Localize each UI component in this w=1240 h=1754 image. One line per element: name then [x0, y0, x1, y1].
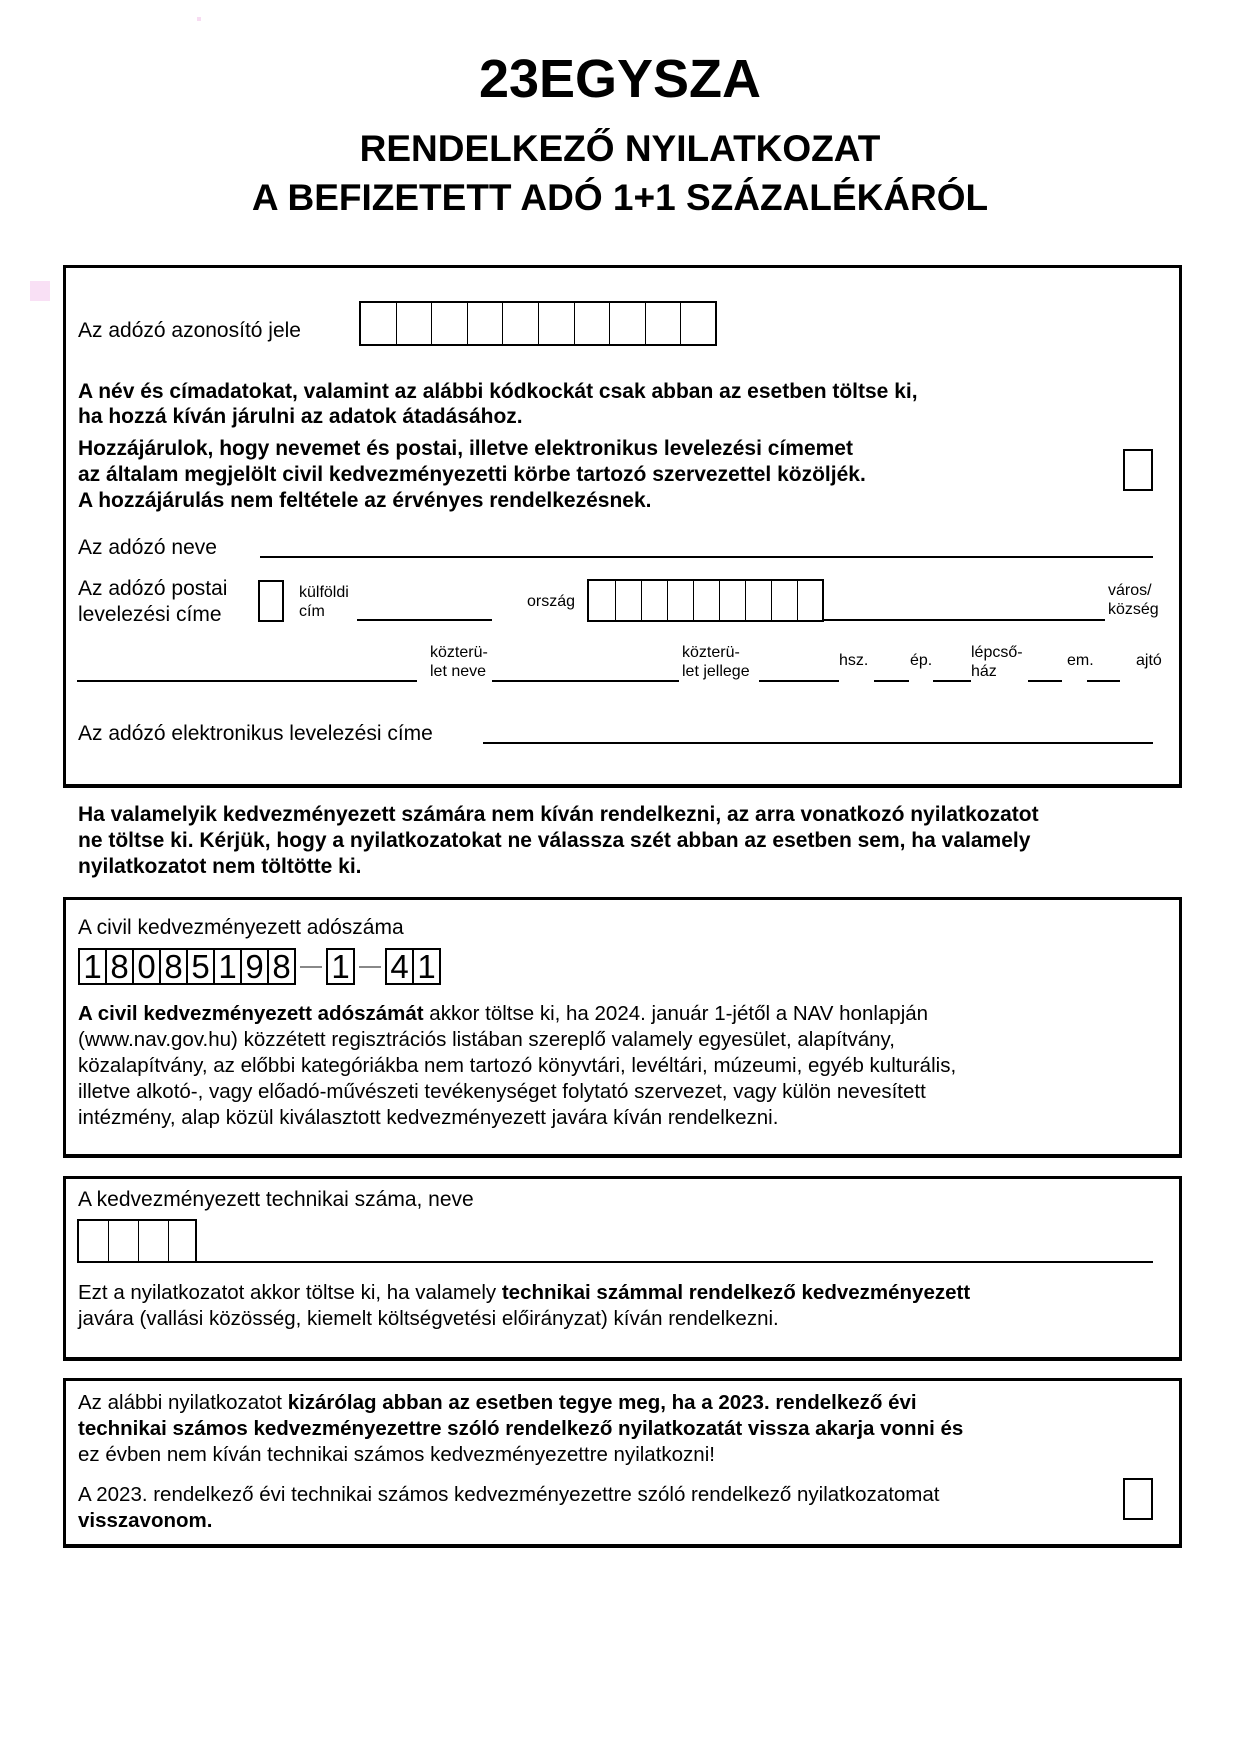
staircase-input[interactable] — [1028, 680, 1062, 682]
form-code: 23EGYSZA — [478, 49, 762, 109]
street-type-input[interactable] — [759, 680, 839, 682]
form-title-line1: RENDELKEZŐ NYILATKOZAT — [359, 128, 881, 169]
email-label: Az adózó elektronikus levelezési címe — [78, 722, 433, 745]
email-input[interactable] — [483, 742, 1153, 744]
civil-tax-number-label: A civil kedvezményezett adószáma — [78, 916, 404, 939]
street-name-label-line1: közterü- — [430, 644, 488, 661]
digit-cell: 1 — [78, 948, 107, 985]
separator-dash — [359, 966, 381, 968]
city-label-line1: város/ — [1108, 582, 1152, 599]
street-type-label-line1: közterü- — [682, 644, 740, 661]
notice-line3: nyilatkozatot nem töltötte ki. — [78, 855, 362, 878]
foreign-label-line1: külföldi — [299, 584, 349, 601]
digit-cell: 8 — [159, 948, 188, 985]
consent-intro-line1: A név és címadatokat, valamint az alábbi kódkockát csak abban az esetben töltse ki, — [78, 380, 918, 403]
civil-description-line4: illetve alkotó-, vagy előadó-művészeti tevékenységet folytató szervezet, vagy külön nevesített — [78, 1080, 926, 1103]
street-type-label-line2: let jellege — [682, 663, 750, 680]
digit-cell: 9 — [240, 948, 269, 985]
consent-text-line2: az általam megjelölt civil kedvezményezetti körbe tartozó szervezettel közöljék. — [78, 463, 866, 486]
digit-cell: 5 — [186, 948, 215, 985]
revoke-statement-line1: A 2023. rendelkező évi technikai számos kedvezményezettre szóló rendelkező nyilatkozatomat — [78, 1483, 940, 1506]
revoke-intro-line2: technikai számos kedvezményezettre szóló rendelkező nyilatkozatát vissza akarja vonni és — [78, 1417, 964, 1440]
name-label: Az adózó neve — [78, 536, 217, 559]
foreign-label-line2: cím — [299, 603, 325, 620]
technical-description-line1 — [78, 1280, 970, 1306]
beneficiary-name-input[interactable] — [197, 1261, 1153, 1263]
technical-description-part1: Ezt a nyilatkozatot akkor töltse ki, ha valamely — [78, 1281, 502, 1304]
digit-cell: 0 — [132, 948, 161, 985]
house-number-input[interactable] — [874, 680, 909, 682]
digit-cell: 8 — [105, 948, 134, 985]
city-label-line2: község — [1108, 601, 1159, 618]
scan-mark-square — [30, 281, 50, 301]
separator-dash — [300, 966, 322, 968]
civil-description-line5: intézmény, alap közül kiválasztott kedvezményezett javára kíván rendelkezni. — [78, 1106, 779, 1129]
house-number-label: hsz. — [839, 652, 869, 669]
digit-cell: 8 — [267, 948, 296, 985]
revoke-intro-bold: kizárólag abban az esetben tegye meg, ha a 2023. rendelkező évi — [287, 1391, 917, 1414]
foreign-address-checkbox[interactable] — [258, 580, 284, 622]
city-input[interactable] — [824, 619, 1105, 621]
digit-cell: 1 — [213, 948, 242, 985]
digit-cell: 4 — [385, 948, 414, 985]
postal-code-input[interactable] — [587, 579, 824, 622]
notice-line2: ne töltse ki. Kérjük, hogy a nyilatkozatokat ne válassza szét abban az esetben sem, ha valamely — [78, 829, 1031, 852]
floor-input[interactable] — [1087, 680, 1120, 682]
civil-tax-number-input[interactable] — [78, 948, 439, 985]
form-title-line2: A BEFIZETETT ADÓ 1+1 SZÁZALÉKÁRÓL — [251, 177, 989, 218]
civil-description-bold: A civil kedvezményezett adószámát — [78, 1002, 424, 1025]
tax-id-label: Az adózó azonosító jele — [78, 319, 301, 342]
street-address-input[interactable] — [77, 680, 417, 682]
name-input[interactable] — [260, 556, 1153, 558]
technical-description-bold: technikai számmal rendelkező kedvezményezett — [501, 1281, 971, 1304]
foreign-address-input[interactable] — [357, 619, 492, 621]
revoke-intro-line3: ez évben nem kíván technikai számos kedvezményezettre nyilatkozni! — [78, 1443, 715, 1466]
scan-mark-dot — [197, 17, 201, 21]
consent-text-line1: Hozzájárulok, hogy nevemet és postai, illetve elektronikus levelezési címemet — [78, 437, 853, 460]
civil-description-line3: közalapítvány, az előbbi kategóriákba nem tartozó könyvtári, levéltári, múzeumi, egyéb kulturális, — [78, 1054, 957, 1077]
revoke-checkbox[interactable] — [1123, 1478, 1153, 1520]
door-label: ajtó — [1136, 652, 1162, 669]
consent-text-line3: A hozzájárulás nem feltétele az érvényes rendelkezésnek. — [78, 489, 652, 512]
revoke-intro-part1: Az alábbi nyilatkozatot — [78, 1391, 288, 1414]
notice-line1: Ha valamelyik kedvezményezett számára nem kíván rendelkezni, az arra vonatkozó nyilatkozatot — [78, 803, 1039, 826]
digit-cell: 1 — [326, 948, 355, 985]
floor-label: em. — [1067, 652, 1094, 669]
tax-id-input[interactable] — [359, 301, 717, 346]
consent-checkbox[interactable] — [1123, 449, 1153, 491]
consent-intro-line2: ha hozzá kíván járulni az adatok átadásához. — [78, 405, 523, 428]
building-input[interactable] — [933, 680, 971, 682]
building-label: ép. — [910, 652, 933, 669]
civil-description-line2: (www.nav.gov.hu) közzétett regisztrációs listában szereplő valamely egyesület, alapítvány, — [78, 1028, 895, 1051]
postal-label-line2: levelezési címe — [78, 603, 222, 626]
staircase-label-line2: ház — [971, 663, 997, 680]
technical-description-line2: javára (vallási közösség, kiemelt költségvetési előirányzat) kíván rendelkezni. — [78, 1307, 779, 1330]
revoke-intro-line1 — [78, 1390, 917, 1416]
digit-cell: 1 — [412, 948, 441, 985]
street-name-input[interactable] — [492, 680, 679, 682]
technical-number-input[interactable] — [77, 1219, 197, 1263]
revoke-statement-bold: visszavonom. — [78, 1509, 213, 1532]
civil-description-line1 — [78, 1001, 928, 1027]
country-label: ország — [527, 593, 576, 610]
staircase-label-line1: lépcső- — [971, 644, 1023, 661]
civil-description-rest: akkor töltse ki, ha 2024. január 1-jétől a NAV honlapján — [423, 1002, 929, 1025]
postal-label-line1: Az adózó postai — [78, 577, 228, 600]
street-name-label-line2: let neve — [430, 663, 487, 680]
technical-number-label: A kedvezményezett technikai száma, neve — [78, 1188, 474, 1211]
